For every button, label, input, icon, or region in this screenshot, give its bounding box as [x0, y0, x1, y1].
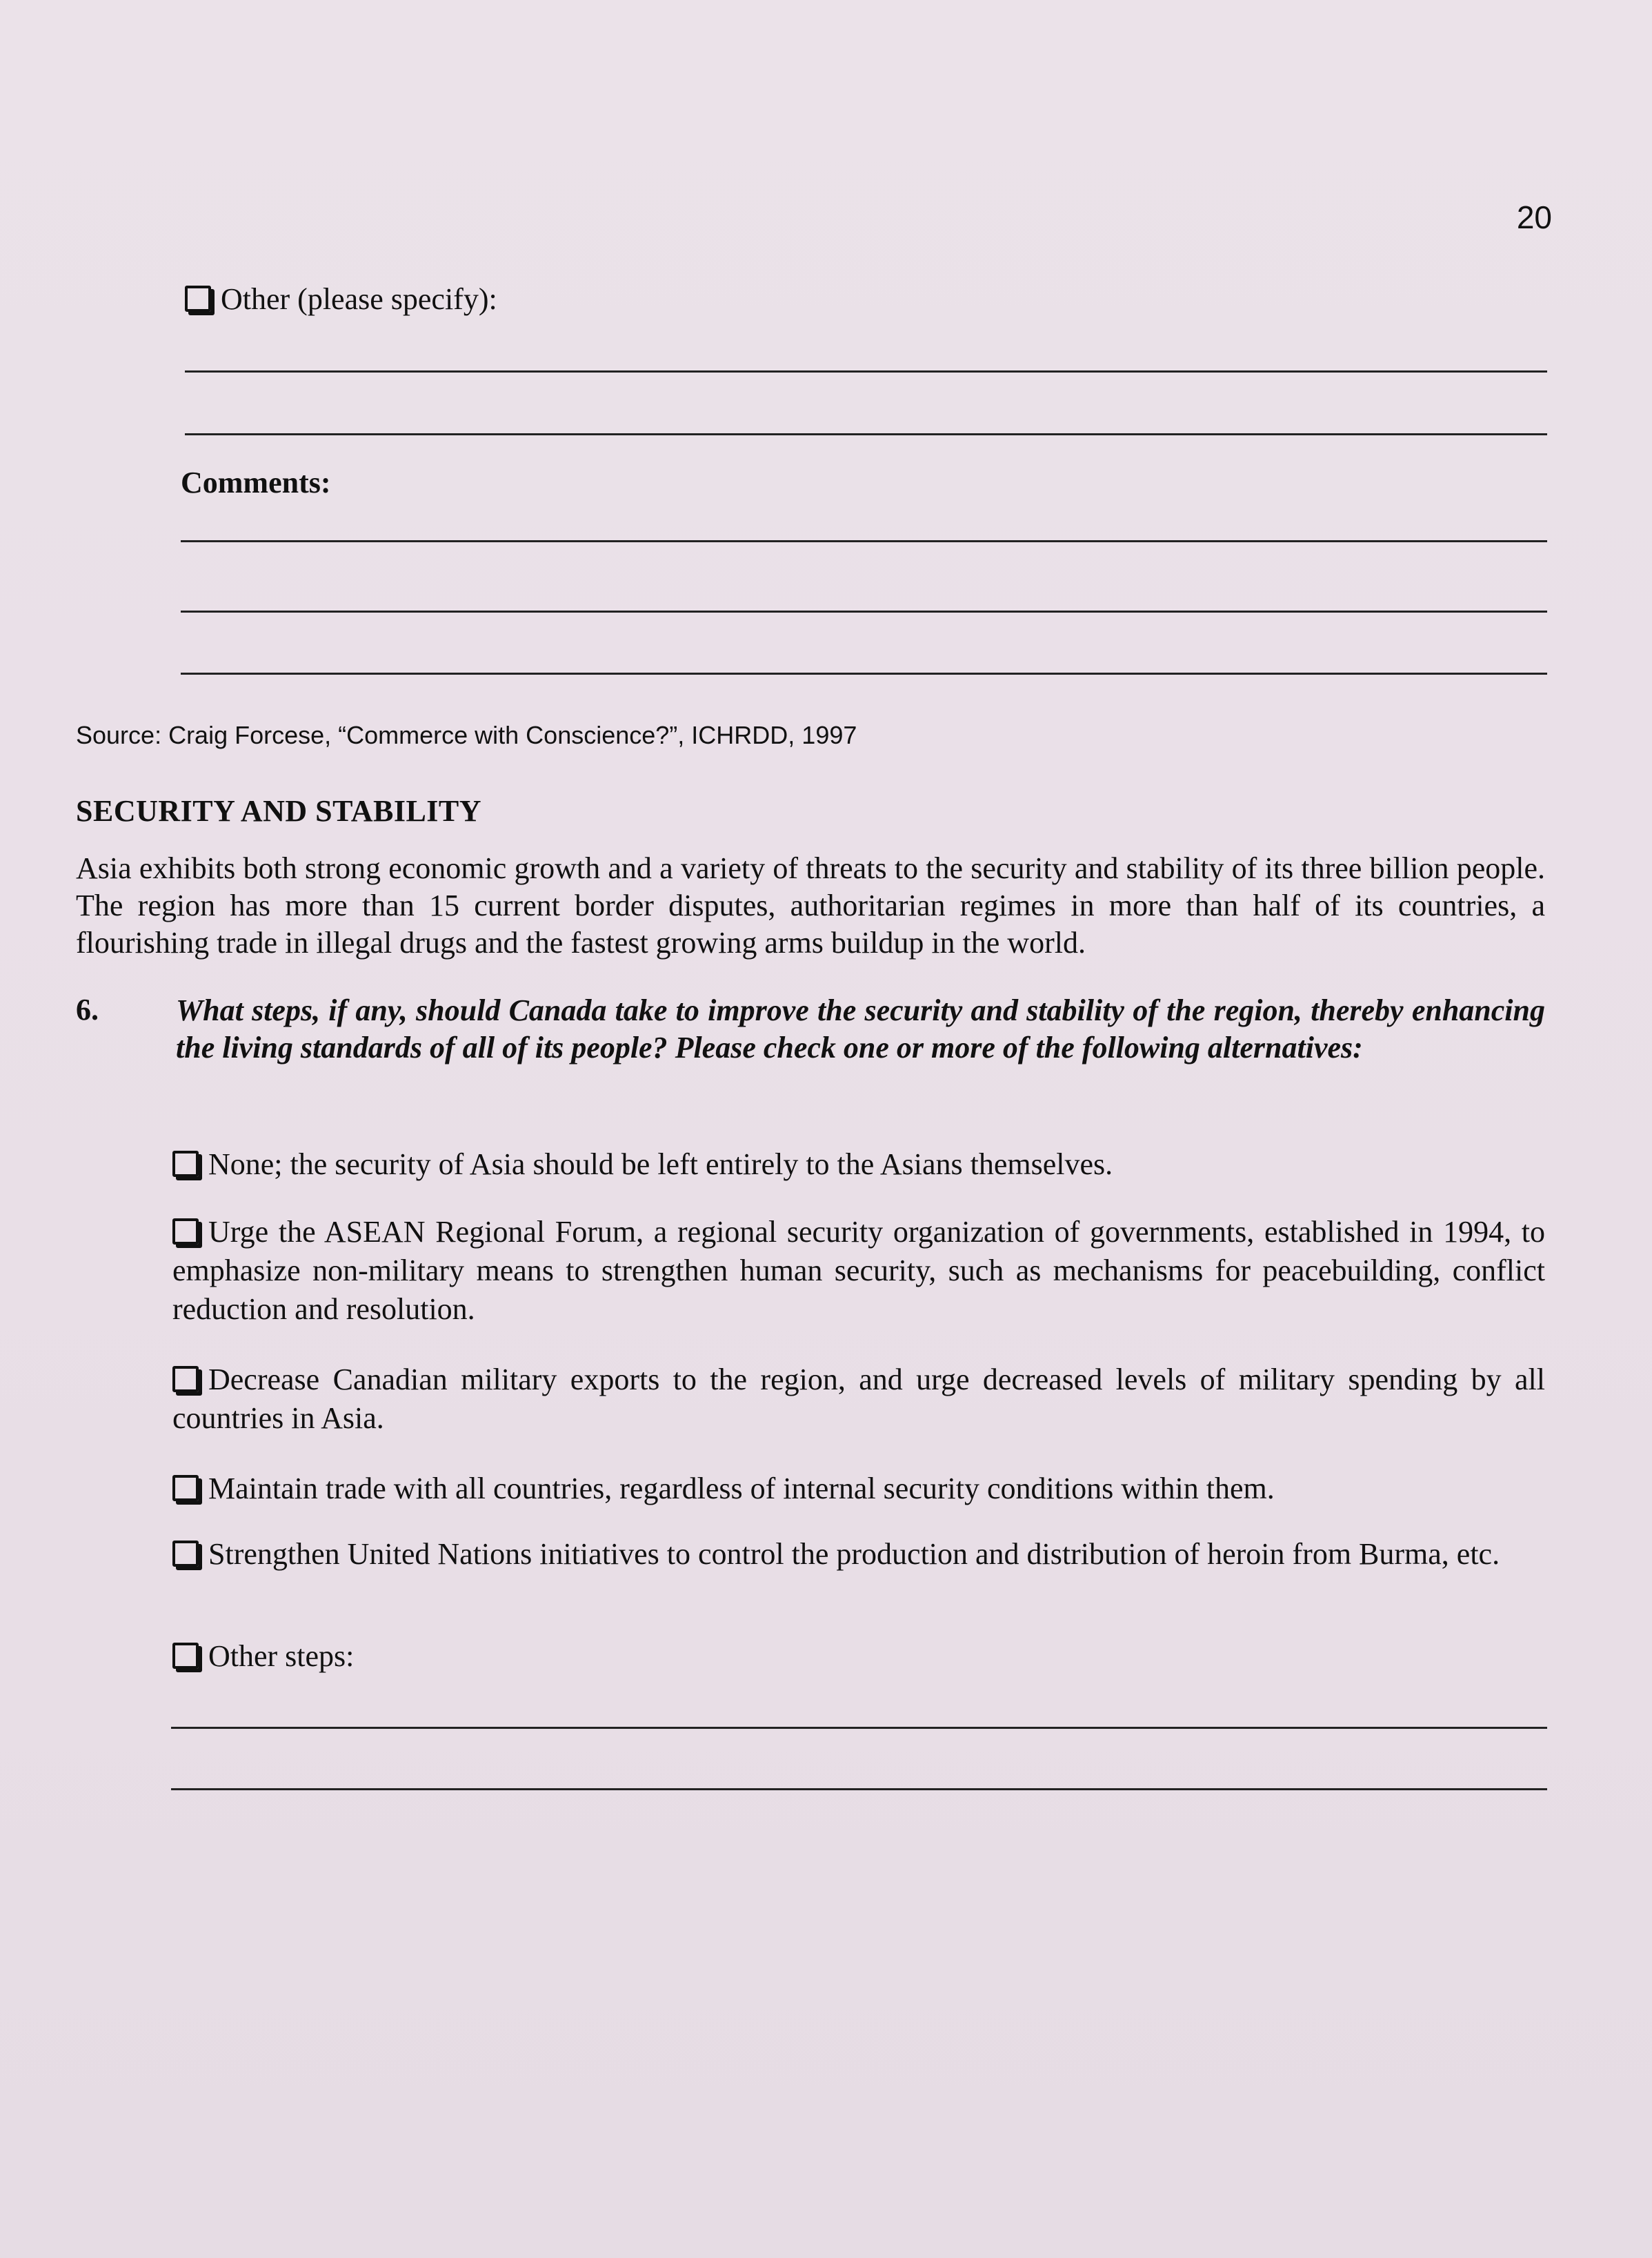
comments-line-3[interactable]	[181, 673, 1547, 675]
other-steps-line-2[interactable]	[171, 1788, 1547, 1790]
option-none	[172, 1145, 1545, 1184]
question-text: What steps, if any, should Canada take to improve the security and stability of the region, thereby enhancing the living standards of all of its people? Please check one or more of the following alternatives:	[176, 993, 1545, 1064]
other-specify-checkbox[interactable]	[185, 286, 211, 312]
option-maintain-trade-checkbox[interactable]	[172, 1475, 199, 1501]
other-specify-row	[185, 281, 497, 318]
source-citation: Source: Craig Forcese, “Commerce with Conscience?”, ICHRDD, 1997	[76, 721, 857, 749]
option-asean	[172, 1213, 1545, 1329]
other-specify-line-1[interactable]	[185, 370, 1547, 373]
option-un-initiatives-label: Strengthen United Nations initiatives to control the production and distribution of heroin from Burma, etc.	[208, 1537, 1500, 1571]
option-decrease-exports	[172, 1360, 1545, 1438]
option-other-steps-label: Other steps:	[208, 1639, 355, 1673]
option-maintain-trade	[172, 1469, 1545, 1508]
option-other-steps	[172, 1637, 1545, 1676]
other-specify-line-2[interactable]	[185, 433, 1547, 435]
other-steps-line-1[interactable]	[171, 1727, 1547, 1729]
other-specify-label: Other (please specify):	[221, 282, 497, 316]
comments-line-1[interactable]	[181, 540, 1547, 542]
option-asean-label: Urge the ASEAN Regional Forum, a regional security organization of governments, established in 1994, to emphasize non-military means to strengthen human security, such as mechanisms for peacebuilding, conflict reduction and resolution.	[172, 1215, 1545, 1326]
comments-line-2[interactable]	[181, 611, 1547, 613]
option-un-initiatives-checkbox[interactable]	[172, 1541, 199, 1567]
option-other-steps-checkbox[interactable]	[172, 1643, 199, 1669]
page-number: 20	[1516, 199, 1552, 235]
option-decrease-exports-label: Decrease Canadian military exports to the region, and urge decreased levels of military spending by all countries in Asia.	[172, 1363, 1545, 1435]
comments-label: Comments:	[181, 466, 331, 499]
option-none-checkbox[interactable]	[172, 1151, 199, 1177]
option-decrease-exports-checkbox[interactable]	[172, 1366, 199, 1392]
question-number: 6.	[76, 993, 99, 1027]
option-maintain-trade-label: Maintain trade with all countries, regardless of internal security conditions within them.	[208, 1472, 1275, 1505]
section-paragraph: Asia exhibits both strong economic growth and a variety of threats to the security and stability of its three billion people. The region has more than 15 current border disputes, authoritarian regimes in more than half of its countries, a flourishing trade in illegal drugs and the fastest growing arms buildup in the world.	[76, 851, 1545, 960]
option-un-initiatives	[172, 1535, 1545, 1574]
option-asean-checkbox[interactable]	[172, 1218, 199, 1245]
section-heading: SECURITY AND STABILITY	[76, 794, 482, 828]
option-none-label: None; the security of Asia should be left entirely to the Asians themselves.	[208, 1147, 1113, 1181]
